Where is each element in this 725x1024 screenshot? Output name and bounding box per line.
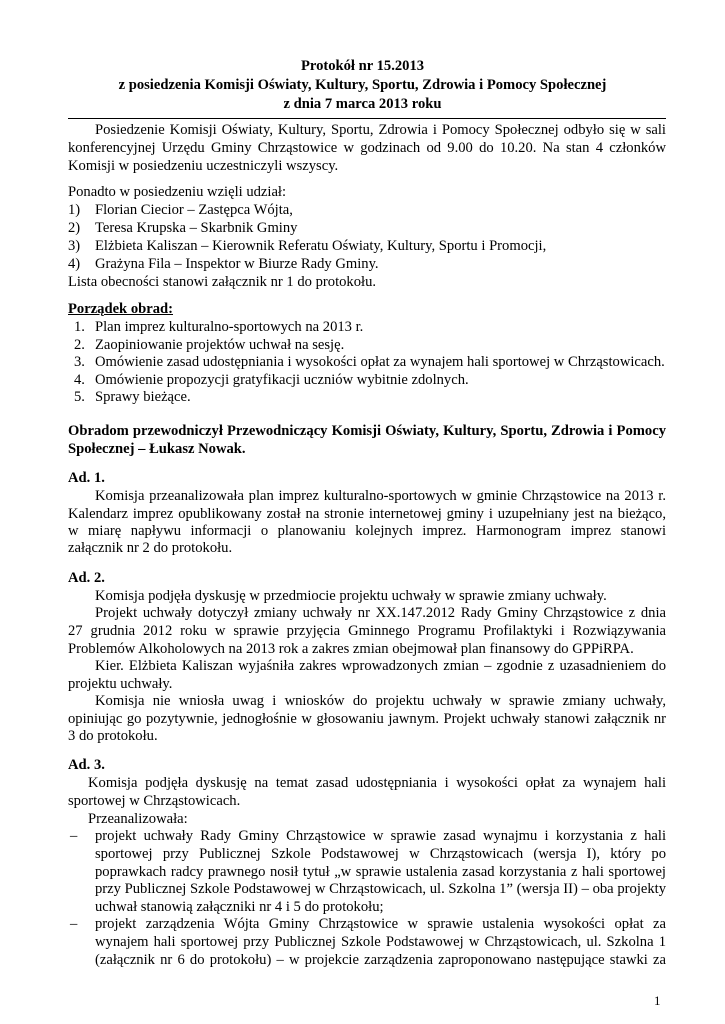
bullet-dash: – — [70, 916, 78, 932]
ad1-line: załącznik nr 2 do protokołu. — [68, 540, 233, 556]
bullet1-line: poprawkach radcy prawnego nosił tytuł „w sprawie ustalenia zasad korzystania z hali sportowej — [95, 864, 666, 880]
participants-heading: Ponadto w posiedzeniu wzięli udział: — [68, 184, 287, 200]
ad2-line: opiniując go pozytywnie, jednogłośnie w głosowaniu jawnym. Projekt uchwały stanowi załącznik nr — [68, 711, 666, 727]
page-number: 1 — [654, 993, 661, 1008]
protocol-subtitle: z posiedzenia Komisji Oświaty, Kultury, Sportu, Zdrowia i Pomocy Społecznej — [118, 77, 607, 93]
participant-number: 4) — [68, 256, 81, 272]
participant-number: 3) — [68, 238, 81, 254]
participant-item: Florian Ciecior – Zastępca Wójta, — [95, 202, 293, 218]
ad2-line: projektu uchwały. — [68, 676, 173, 692]
ad3-line: Komisja podjęła dyskusję na temat zasad udostępniania i wysokości opłat za wynajem hali — [88, 775, 666, 791]
ad2-line: 27 grudnia 2012 roku w sprawie przyjęcia Gminnego Programu Profilaktyki i Rozwiązywania — [68, 623, 666, 639]
attendance-note: Lista obecności stanowi załącznik nr 1 do protokołu. — [68, 274, 377, 290]
protocol-date: z dnia 7 marca 2013 roku — [283, 96, 442, 112]
intro-line: Posiedzenie Komisji Oświaty, Kultury, Sportu, Zdrowia i Pomocy Społecznej odbyło się w sali — [95, 122, 666, 138]
ad3-line: Przeanalizowała: — [88, 811, 188, 827]
agenda-item: Omówienie zasad udostępniania i wysokości opłat za wynajem hali sportowej w Chrząstowicach. — [95, 354, 665, 370]
agenda-number: 1. — [74, 319, 85, 335]
ad2-line: Komisja podjęła dyskusję w przedmiocie projektu uchwały w sprawie zmiany uchwały. — [95, 588, 607, 604]
bullet1-line: uchwał stanowią załączniki nr 4 i 5 do protokołu; — [95, 899, 384, 915]
agenda-number: 2. — [74, 337, 85, 353]
agenda-number: 4. — [74, 372, 85, 388]
participant-item: Elżbieta Kaliszan – Kierownik Referatu Oświaty, Kultury, Sportu i Promocji, — [95, 238, 547, 254]
ad2-line: Projekt uchwały dotyczył zmiany uchwały nr XX.147.2012 Rady Gminy Chrząstowice z dnia — [95, 605, 666, 621]
ad1-line: w miarę napływu informacji o planowaniu kolejnych imprez. Harmonogram imprez stanowi — [68, 523, 666, 539]
bullet2-line: projekt zarządzenia Wójta Gminy Chrząstowice w sprawie ustalenia wysokości opłat za — [95, 916, 666, 932]
agenda-item: Sprawy bieżące. — [95, 389, 191, 405]
agenda-item: Zaopiniowanie projektów uchwał na sesję. — [95, 337, 345, 353]
participant-item: Teresa Krupska – Skarbnik Gminy — [95, 220, 298, 236]
ad2-line: 3 do protokołu. — [68, 728, 158, 744]
ad3-line: sportowej w Chrząstowicach. — [68, 793, 241, 809]
participant-item: Grażyna Fila – Inspektor w Biurze Rady Gminy. — [95, 256, 379, 272]
ad2-line: Problemów Alkoholowych na 2013 rok a zakres zmian obejmował plan finansowy do GPPiRPA. — [68, 641, 634, 657]
ad1-line: Kalendarz imprez opublikowany został na stronie internetowej gminy i uzupełniany jest na bieżąco, — [68, 506, 666, 522]
protocol-title: Protokół nr 15.2013 — [300, 58, 425, 74]
ad3-heading: Ad. 3. — [68, 757, 105, 773]
ad2-line: Komisja nie wniosła uwag i wniosków do projektu uchwały w sprawie zmiany uchwały, — [95, 693, 666, 709]
agenda-number: 3. — [74, 354, 85, 370]
ad2-line: Kier. Elżbieta Kaliszan wyjaśniła zakres wprowadzonych zmian – zgodnie z uzasadnieniem do — [95, 658, 666, 674]
intro-line: konferencyjnej Urzędu Gminy Chrząstowice w godzinach od 9.00 do 10.20. Na stan 4 członków — [68, 140, 666, 156]
intro-line: Komisji w posiedzeniu uczestniczyli wszyscy. — [68, 158, 339, 174]
bullet-dash: – — [70, 828, 78, 844]
agenda-number: 5. — [74, 389, 85, 405]
bullet1-line: sportowej przy Publicznej Szkole Podstawowej w Chrząstowicach (wersja I), który po — [95, 846, 666, 862]
participant-number: 1) — [68, 202, 81, 218]
agenda-heading: Porządek obrad: — [68, 301, 173, 317]
chair-line: Obradom przewodniczył Przewodniczący Komisji Oświaty, Kultury, Sportu, Zdrowia i Pomocy — [68, 423, 666, 439]
bullet1-line: przy Publicznej Szkole Podstawowej w Chrząstowicach, ul. Szkolna 1” (wersja II) – oba projekty — [95, 881, 666, 897]
ad1-line: Komisja przeanalizowała plan imprez kulturalno-sportowych w gminie Chrząstowice na 2013 r. — [95, 488, 666, 504]
chair-line: Społecznej – Łukasz Nowak. — [68, 441, 246, 457]
bullet2-line: (załącznik nr 6 do protokołu) – w projekcie zarządzenia zaproponowano następujące stawki za — [95, 952, 666, 968]
bullet2-line: wynajem hali sportowej przy Publicznej Szkole Podstawowej w Chrząstowicach, ul. Szkolna 1 — [95, 934, 666, 950]
header-divider — [68, 118, 666, 119]
participant-number: 2) — [68, 220, 81, 236]
ad1-heading: Ad. 1. — [68, 470, 105, 486]
ad2-heading: Ad. 2. — [68, 570, 105, 586]
bullet1-line: projekt uchwały Rady Gminy Chrząstowice w sprawie zasad wynajmu i korzystania z hali — [95, 828, 666, 844]
agenda-item: Omówienie propozycji gratyfikacji uczniów wybitnie zdolnych. — [95, 372, 469, 388]
agenda-item: Plan imprez kulturalno-sportowych na 2013 r. — [95, 319, 364, 335]
